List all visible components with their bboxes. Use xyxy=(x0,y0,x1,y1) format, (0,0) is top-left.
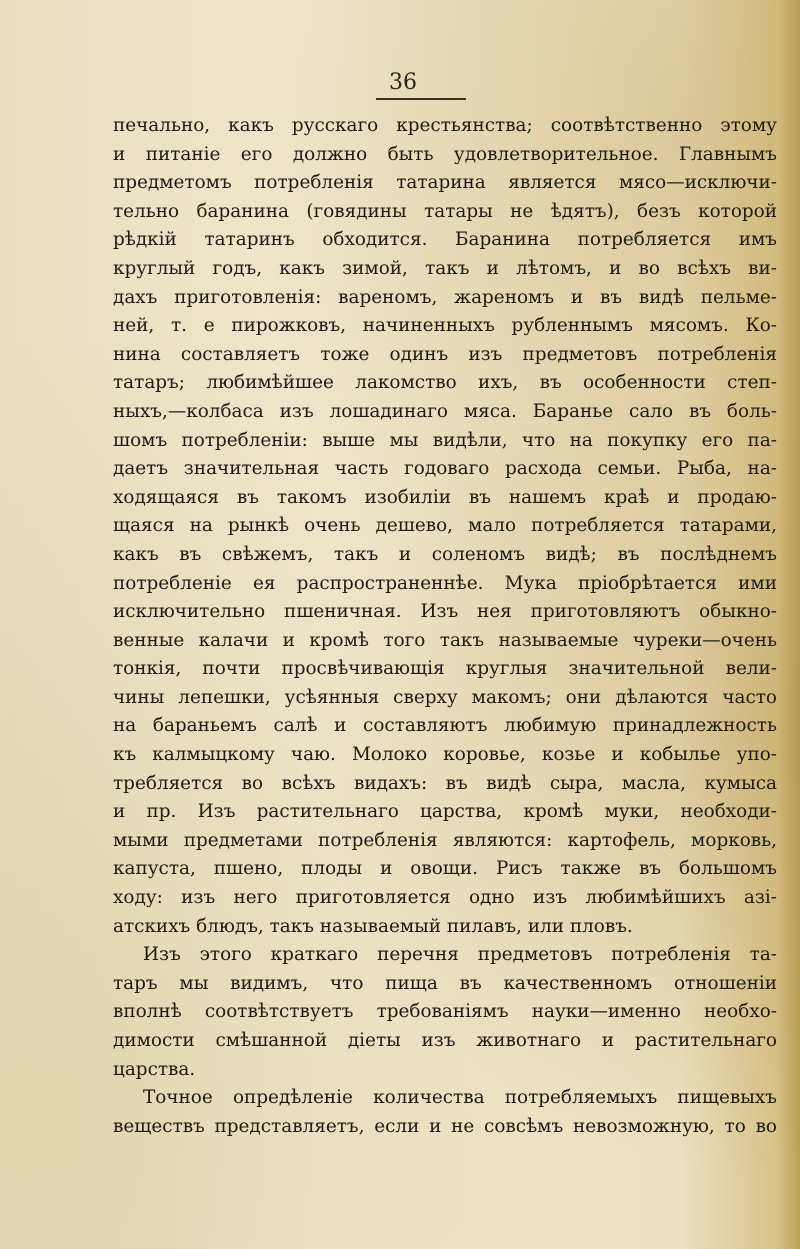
text-line: къ калмыцкому чаю. Молоко коровье, козье и кобылье упо- xyxy=(113,744,777,766)
text-line: исключительно пшеничная. Изъ нея приготовляютъ обыкно- xyxy=(113,601,777,623)
text-line: ходу: изъ него приготовляется одно изъ любимѣйшихъ азі- xyxy=(113,887,777,909)
page-number: 36 xyxy=(389,70,417,95)
text-line: шомъ потребленіи: выше мы видѣли, что на покупку его па- xyxy=(113,429,777,451)
text-line: и пр. Изъ растительнаго царства, кромѣ муки, необходи- xyxy=(113,801,777,823)
text-line: таръ мы видимъ, что пища въ качественномъ отношеніи xyxy=(113,972,777,994)
text-line: даетъ значительная часть годоваго расхода семьи. Рыба, на- xyxy=(113,458,777,480)
text-line: на бараньемъ салѣ и составляютъ любимую принадлежность xyxy=(113,715,777,737)
text-line: царства. xyxy=(113,1058,196,1080)
text-line: Точное опредѣленіе количества потребляемыхъ пищевыхъ xyxy=(143,1087,777,1109)
text-line: ныхъ,—колбаса изъ лошадинаго мяса. Баранье сало въ боль- xyxy=(113,400,777,422)
text-line: и питаніе его должно быть удовлетворительное. Главнымъ xyxy=(113,143,777,165)
text-line: татаръ; любимѣйшее лакомство ихъ, въ особенности степ- xyxy=(113,372,777,394)
text-line: Изъ этого краткаго перечня предметовъ потребленія та- xyxy=(143,944,777,966)
text-line: печально, какъ русскаго крестьянства; соотвѣтственно этому xyxy=(113,115,777,136)
text-line: дахъ приготовленія: вареномъ, жареномъ и въ видѣ пельме- xyxy=(113,286,777,308)
text-line: вполнѣ соотвѣтствуетъ требованіямъ науки—именно необхо- xyxy=(113,1001,777,1023)
text-line: тонкія, почти просвѣчивающія круглыя значительной вели- xyxy=(113,658,777,680)
page-number-rule xyxy=(376,98,466,100)
text-line: щаяся на рынкѣ очень дешево, мало потребляется татарами, xyxy=(113,515,777,537)
page-edge-shadow xyxy=(778,0,800,1249)
text-line: требляется во всѣхъ видахъ: въ видѣ сыра, масла, кумыса xyxy=(113,772,777,794)
text-line: круглый годъ, какъ зимой, такъ и лѣтомъ, и во всѣхъ ви- xyxy=(113,257,777,279)
text-line: чины лепешки, усѣянныя сверху макомъ; они дѣлаются часто xyxy=(113,686,777,708)
text-line: венные калачи и кромѣ того такъ называемые чуреки—очень xyxy=(113,629,777,651)
text-line: какъ въ свѣжемъ, такъ и соленомъ видѣ; въ послѣднемъ xyxy=(113,543,777,565)
text-line: капуста, пшено, плоды и овощи. Рисъ также въ большомъ xyxy=(113,858,777,880)
text-line: димости смѣшанной діеты изъ животнаго и растительнаго xyxy=(113,1030,777,1051)
text-line: ней, т. е пирожковъ, начиненныхъ рубленнымъ мясомъ. Ко- xyxy=(113,315,777,337)
text-line: предметомъ потребленія татарина является мясо—исключи- xyxy=(113,172,777,194)
text-line: нина составляетъ тоже одинъ изъ предметовъ потребленія xyxy=(113,343,777,365)
body-text xyxy=(113,112,777,1141)
text-line: тельно баранина (говядины татары не ѣдятъ), безъ которой xyxy=(113,200,777,222)
text-line: потребленіе ея распространеннѣе. Мука пріобрѣтается ими xyxy=(113,572,777,594)
text-line: веществъ представляетъ, если и не совсѣмъ невозможную, то во xyxy=(113,1115,777,1137)
text-line: мыми предметами потребленія являются: картофель, морковь, xyxy=(113,829,777,851)
text-line: ходящаяся въ такомъ изобиліи въ нашемъ краѣ и продаю- xyxy=(113,486,777,508)
text-line: атскихъ блюдъ, такъ называемый пилавъ, или пловъ. xyxy=(113,915,633,937)
text-line: рѣдкій татаринъ обходится. Баранина потребляется имъ xyxy=(113,229,777,251)
